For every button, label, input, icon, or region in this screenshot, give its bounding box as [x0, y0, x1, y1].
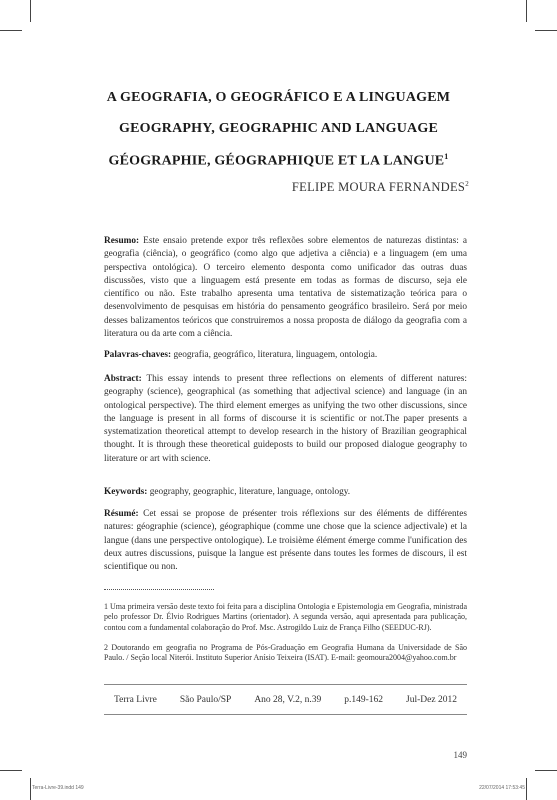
footnote-ref-2: 2	[465, 180, 469, 188]
crop-mark	[30, 778, 31, 800]
journal-footer	[104, 684, 467, 715]
keywords-text: geography, geographic, literature, language, ontology.	[149, 487, 351, 497]
title-portuguese: A GEOGRAFIA, O GEOGRÁFICO E A LINGUAGEM	[106, 90, 451, 105]
keywords-paragraph	[104, 486, 467, 499]
footer-journal: Terra Livre	[114, 694, 157, 705]
title-french	[40, 152, 517, 170]
print-slug-file: Terra-Livre-39.indd 149	[32, 785, 84, 791]
title-english: GEOGRAPHY, GEOGRAPHIC AND LANGUAGE	[119, 121, 438, 136]
footer-place: São Paulo/SP	[179, 694, 232, 705]
abstract-text: This essay intends to present three reflections on elements of different natures: geography (science), geographical (as something that adjectival science) and language (in an ontological perspective). The third element emerges as unifying the two other discussions, since the language is present in all forms of discourse it is scientific or not.The paper presents a systematization theoretical attempt to develop research in the history of Brazilian geographical thought. It is through these theoretical guideposts to build our proposed dialogue geography to literature or art with science.	[104, 374, 467, 464]
crop-mark	[526, 778, 527, 800]
resume-label: Résumé:	[104, 509, 139, 519]
page-number: 149	[453, 750, 467, 760]
resume-text: Cet essai se propose de présenter trois réflexions sur des éléments de différentes natures: géographie (science), géographique (comme une chose que la science adjectivale) et la langue (dans une perspective ontologique). Le troisième élément émerge comme l'unification des deux autres discussions, puisque la langue est présente dans toutes les formes de discours, il est scientifique ou non.	[104, 509, 468, 573]
footnote-separator	[104, 589, 214, 590]
footer-date: Jul-Dez 2012	[406, 694, 457, 705]
crop-mark	[526, 0, 527, 22]
footnote-2: 2 Doutorando em geografia no Programa de Pós-Graduação em Geografia Humana da Universidade de São Paulo. / Seção local Niterói. Instituto Superior Anísio Teixeira (ISAT). E-mail: geomoura2004@yahoo.com.br	[104, 643, 467, 663]
footnote-1: 1 Uma primeira versão deste texto foi feita para a disciplina Ontologia e Epistemologia em Geografia, ministrada pelo professor Dr. Élvio Rodrigues Martins (orientador). A segunda versão, aqui apresentada para publicação, contou com a fundamental colaboração do Prof. Msc. Astrogildo Luiz de França Filho (SEEDUC-RJ).	[104, 602, 467, 632]
crop-mark	[0, 770, 22, 771]
crop-mark	[30, 0, 31, 22]
author-name	[292, 180, 469, 195]
crop-mark	[535, 30, 557, 31]
title-french-text: GÉOGRAPHIE, GÉOGRAPHIQUE ET LA LANGUE	[108, 153, 445, 169]
footer-volume: Ano 28, V.2, n.39	[254, 694, 322, 705]
author-name-text: FELIPE MOURA FERNANDES	[291, 180, 466, 195]
palavras-chaves-paragraph	[104, 349, 467, 362]
palavras-chaves-text: geografia, geográfico, literatura, linguagem, ontologia.	[173, 350, 378, 360]
resume-paragraph	[104, 508, 467, 574]
footer-pages: p.149-162	[344, 694, 384, 705]
crop-mark	[535, 770, 557, 771]
resumo-paragraph	[104, 235, 467, 341]
footnote-ref-1: 1	[444, 152, 449, 161]
abstract-label: Abstract:	[104, 374, 142, 384]
keywords-label: Keywords:	[104, 487, 148, 497]
resumo-text: Este ensaio pretende expor três reflexões sobre elementos de naturezas distintas: a geografia (ciência), o geográfico (como algo que adjetiva a ciência) e a linguagem (em uma perspectiva ontológica). O terceiro elemento desponta como unificador das outras duas discussões, visto que a linguagem está presente em todas as formas de discurso, seja ele científico ou não. Este trabalho apresenta uma tentativa de sistematização teórica para o desenvolvimento de pesquisas em história do pensamento geográfico brasileiro. Será por meio desses balizamentos teóricos que construiremos a nossa proposta de diálogo da geografia com a literatura ou da arte com a ciência.	[104, 236, 468, 340]
abstract-paragraph	[104, 373, 467, 466]
palavras-chaves-label: Palavras-chaves:	[104, 350, 172, 360]
crop-mark	[0, 30, 22, 31]
print-slug-timestamp: 22/07/2014 17:53:45	[479, 785, 525, 791]
resumo-label: Resumo:	[104, 236, 140, 246]
